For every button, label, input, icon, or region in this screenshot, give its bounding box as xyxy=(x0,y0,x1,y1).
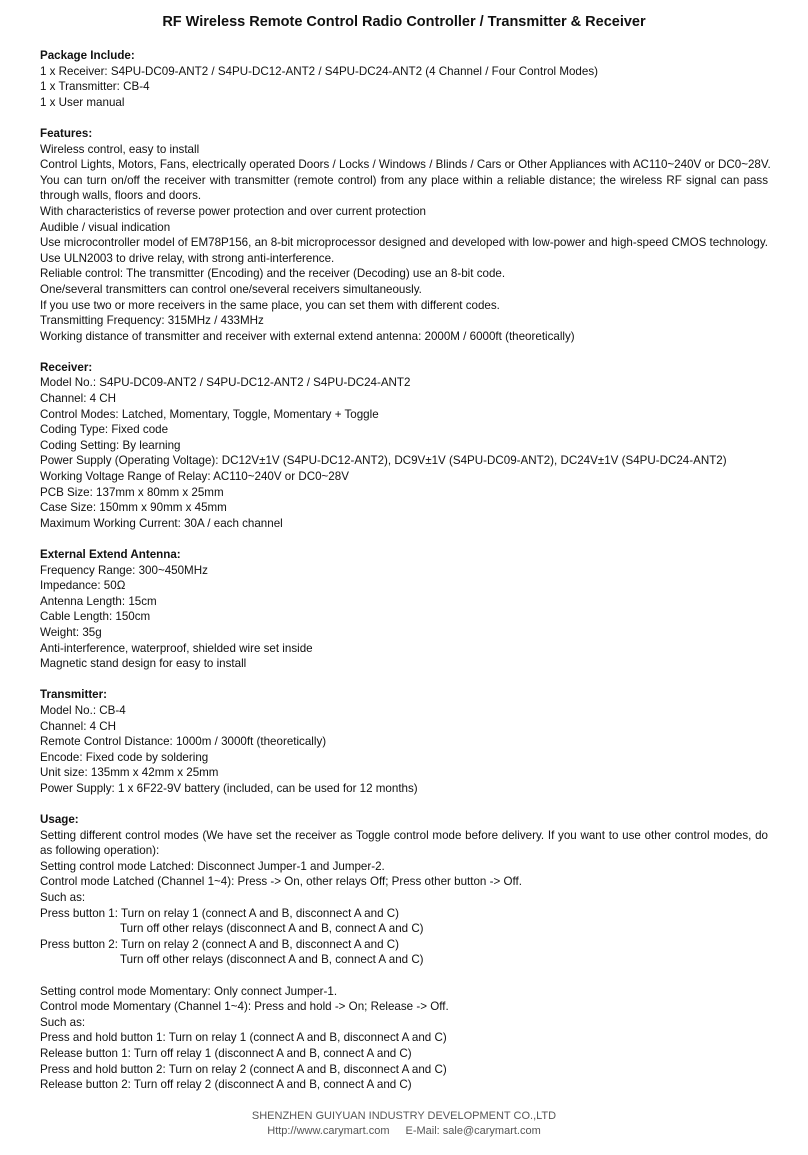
receiver-spec-line: PCB Size: 137mm x 80mm x 25mm xyxy=(40,485,224,499)
package-line: 1 x User manual xyxy=(40,95,125,109)
feature-line: One/several transmitters can control one/several receivers simultaneously. xyxy=(40,282,422,296)
feature-line: Control Lights, Motors, Fans, electrically operated Doors / Locks / Windows / Blinds / Cars or Other Appliances with AC110~240V or DC0~28V. xyxy=(40,158,771,172)
transmitter-heading: Transmitter: xyxy=(40,688,108,702)
momentary-step: Press and hold button 2: Turn on relay 2 (connect A and B, disconnect A and C) xyxy=(40,1062,447,1076)
latched-button2-on: Press button 2: Turn on relay 2 (connect A and B, disconnect A and C) xyxy=(40,937,399,951)
package-heading: Package Include: xyxy=(40,49,135,62)
transmitter-spec-line: Power Supply: 1 x 6F22-9V battery (included, can be used for 12 months) xyxy=(40,781,418,795)
momentary-such-as: Such as: xyxy=(40,1015,86,1029)
antenna-spec-line: Impedance: 50Ω xyxy=(40,579,126,593)
momentary-step: Press and hold button 1: Turn on relay 1 (connect A and B, disconnect A and C) xyxy=(40,1031,447,1045)
package-line: 1 x Receiver: S4PU-DC09-ANT2 / S4PU-DC12-ANT2 / S4PU-DC24-ANT2 (4 Channel / Four Control Modes) xyxy=(40,64,598,78)
antenna-spec-line: Magnetic stand design for easy to install xyxy=(40,657,247,671)
receiver-spec-line: Maximum Working Current: 30A / each channel xyxy=(40,516,283,530)
receiver-spec-line: Working Voltage Range of Relay: AC110~240V or DC0~28V xyxy=(40,470,349,484)
latched-description: Control mode Latched (Channel 1~4): Press -> On, other relays Off; Press other button -> Off. xyxy=(40,875,522,889)
page-footer xyxy=(0,1109,808,1139)
momentary-description: Control mode Momentary (Channel 1~4): Press and hold -> On; Release -> Off. xyxy=(40,1000,449,1014)
contact-line xyxy=(0,1124,808,1139)
usage-section xyxy=(40,812,768,1093)
feature-line: You can turn on/off the receiver with transmitter (remote control) from any place within a reliable distance; the wireless RF signal can pass through walls, floors and doors. xyxy=(40,173,768,203)
email-link[interactable]: E-Mail: sale@carymart.com xyxy=(405,1125,541,1137)
momentary-step: Release button 1: Turn off relay 1 (disconnect A and B, connect A and C) xyxy=(40,1047,412,1060)
feature-line: Use microcontroller model of EM78P156, an 8-bit microprocessor designed and developed with low-power and high-speed CMOS technology. xyxy=(40,236,768,250)
usage-heading: Usage: xyxy=(40,813,79,827)
receiver-spec-line: Control Modes: Latched, Momentary, Toggle, Momentary + Toggle xyxy=(40,407,379,421)
latched-button1-on: Press button 1: Turn on relay 1 (connect A and B, disconnect A and C) xyxy=(40,906,399,920)
transmitter-spec-line: Unit size: 135mm x 42mm x 25mm xyxy=(40,766,219,780)
receiver-spec-line: Coding Setting: By learning xyxy=(40,438,181,452)
features-heading: Features: xyxy=(40,126,93,140)
company-name: SHENZHEN GUIYUAN INDUSTRY DEVELOPMENT CO.,LTD xyxy=(251,1110,557,1122)
receiver-spec-line: Channel: 4 CH xyxy=(40,392,117,406)
transmitter-spec-line: Encode: Fixed code by soldering xyxy=(40,750,209,764)
momentary-step: Release button 2: Turn off relay 2 (disconnect A and B, connect A and C) xyxy=(40,1078,412,1092)
feature-line: Transmitting Frequency: 315MHz / 433MHz xyxy=(40,314,264,328)
document-title: RF Wireless Remote Control Radio Controller / Transmitter & Receiver xyxy=(162,14,646,30)
latched-button2-off: Turn off other relays (disconnect A and B, connect A and C) xyxy=(120,953,424,967)
features-section xyxy=(40,126,771,344)
package-section xyxy=(40,48,768,110)
receiver-spec-line: Coding Type: Fixed code xyxy=(40,423,169,437)
feature-line: If you use two or more receivers in the same place, you can set them with different codes. xyxy=(40,298,500,312)
feature-line: With characteristics of reverse power protection and over current protection xyxy=(40,204,426,218)
receiver-spec-line: Power Supply (Operating Voltage): DC12V±1V (S4PU-DC12-ANT2), DC9V±1V (S4PU-DC09-ANT2), DC24V±1V (S4PU-DC24-ANT2) xyxy=(40,454,727,468)
feature-line: Reliable control: The transmitter (Encoding) and the receiver (Decoding) use an 8-bit code. xyxy=(40,267,506,281)
latched-button1-off: Turn off other relays (disconnect A and B, connect A and C) xyxy=(120,922,424,936)
transmitter-section xyxy=(40,687,768,796)
receiver-spec-line: Model No.: S4PU-DC09-ANT2 / S4PU-DC12-ANT2 / S4PU-DC24-ANT2 xyxy=(40,376,411,390)
feature-line: Working distance of transmitter and receiver with external extend antenna: 2000M / 6000ft (theoretically) xyxy=(40,329,575,343)
antenna-heading: External Extend Antenna: xyxy=(40,548,181,561)
transmitter-spec-line: Remote Control Distance: 1000m / 3000ft (theoretically) xyxy=(40,735,327,749)
receiver-heading: Receiver: xyxy=(40,360,93,374)
package-line: 1 x Transmitter: CB-4 xyxy=(40,80,150,94)
momentary-setting: Setting control mode Momentary: Only connect Jumper-1. xyxy=(40,984,338,998)
website-link[interactable]: Http://www.carymart.com xyxy=(267,1125,390,1137)
feature-line: Use ULN2003 to drive relay, with strong anti-interference. xyxy=(40,251,335,265)
antenna-spec-line: Cable Length: 150cm xyxy=(40,610,151,624)
usage-intro: Setting different control modes (We have set the receiver as Toggle control mode before delivery. If you want to use other control modes, do as following operation): xyxy=(40,828,768,858)
feature-line: Audible / visual indication xyxy=(40,220,171,234)
antenna-spec-line: Frequency Range: 300~450MHz xyxy=(40,563,208,577)
latched-such-as: Such as: xyxy=(40,891,86,905)
latched-setting: Setting control mode Latched: Disconnect Jumper-1 and Jumper-2. xyxy=(40,859,385,873)
transmitter-spec-line: Channel: 4 CH xyxy=(40,719,117,733)
paragraph-gap xyxy=(40,968,768,984)
antenna-spec-line: Antenna Length: 15cm xyxy=(40,594,157,608)
receiver-spec-line: Case Size: 150mm x 90mm x 45mm xyxy=(40,501,227,515)
receiver-section xyxy=(40,360,768,532)
antenna-spec-line: Anti-interference, waterproof, shielded wire set inside xyxy=(40,641,313,655)
document-body xyxy=(40,48,771,1108)
antenna-spec-line: Weight: 35g xyxy=(40,625,102,639)
feature-line: Wireless control, easy to install xyxy=(40,142,200,156)
transmitter-spec-line: Model No.: CB-4 xyxy=(40,703,126,717)
antenna-section xyxy=(40,547,768,672)
